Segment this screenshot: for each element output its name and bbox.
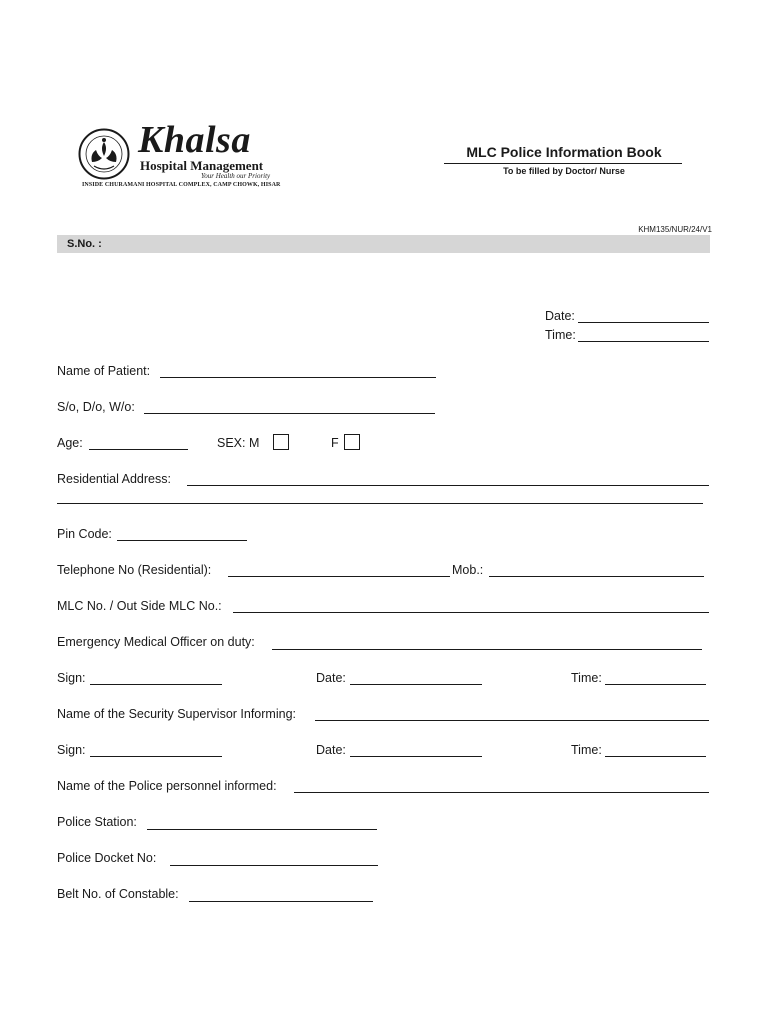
emo-date-label: Date: (316, 671, 346, 685)
security-supervisor-label: Name of the Security Supervisor Informing: (57, 707, 296, 721)
serial-number-label: S.No. : (67, 238, 102, 250)
address-field-line-1[interactable] (187, 485, 709, 486)
brand-name: Khalsa (138, 119, 251, 161)
emo-sign-field[interactable] (90, 684, 222, 685)
emergency-officer-label: Emergency Medical Officer on duty: (57, 635, 255, 649)
supervisor-sign-label: Sign: (57, 743, 86, 757)
supervisor-date-label: Date: (316, 743, 346, 757)
document-subtitle: To be filled by Doctor/ Nurse (503, 166, 625, 176)
brand-subtitle: Hospital Management (140, 158, 264, 173)
title-underline (444, 163, 682, 164)
document-title: MLC Police Information Book (466, 144, 662, 160)
belt-number-label: Belt No. of Constable: (57, 887, 179, 901)
telephone-label: Telephone No (Residential): (57, 563, 212, 577)
time-label: Time: (545, 328, 576, 342)
serial-number-bar (57, 235, 710, 253)
time-field[interactable] (578, 341, 709, 342)
belt-number-field[interactable] (189, 901, 373, 902)
sex-label: SEX: M (217, 436, 260, 450)
address-label: Residential Address: (57, 472, 171, 486)
police-personnel-label: Name of the Police personnel informed: (57, 779, 277, 793)
age-field[interactable] (89, 449, 188, 450)
document-code: KHM135/NUR/24/V1 (638, 225, 712, 234)
supervisor-time-field[interactable] (605, 756, 706, 757)
emo-date-field[interactable] (350, 684, 482, 685)
female-label: F (331, 436, 339, 450)
mlc-number-field[interactable] (233, 612, 709, 613)
supervisor-date-field[interactable] (350, 756, 482, 757)
pin-code-field[interactable] (117, 540, 247, 541)
female-checkbox[interactable] (344, 434, 360, 450)
brand-tagline: Your Health our Priority (201, 172, 271, 180)
mobile-label: Mob.: (452, 563, 484, 577)
police-station-field[interactable] (147, 829, 377, 830)
date-label: Date: (545, 309, 575, 323)
emo-sign-label: Sign: (57, 671, 86, 685)
pin-code-label: Pin Code: (57, 527, 112, 541)
police-station-label: Police Station: (57, 815, 137, 829)
patient-name-field[interactable] (160, 377, 436, 378)
mobile-field[interactable] (489, 576, 704, 577)
relation-label: S/o, D/o, W/o: (57, 400, 135, 414)
police-personnel-field[interactable] (294, 792, 709, 793)
emergency-officer-field[interactable] (272, 649, 702, 650)
security-supervisor-field[interactable] (315, 720, 709, 721)
address-field-line-2[interactable] (57, 503, 703, 504)
brand-address: INSIDE CHURAMANI HOSPITAL COMPLEX, CAMP CHOWK, HISAR (82, 182, 281, 188)
patient-name-label: Name of Patient: (57, 364, 151, 378)
emo-time-label: Time: (571, 671, 602, 685)
police-docket-label: Police Docket No: (57, 851, 157, 865)
mlc-number-label: MLC No. / Out Side MLC No.: (57, 599, 222, 613)
police-docket-field[interactable] (170, 865, 378, 866)
supervisor-sign-field[interactable] (90, 756, 222, 757)
age-label: Age: (57, 436, 83, 450)
telephone-field[interactable] (228, 576, 450, 577)
male-checkbox[interactable] (273, 434, 289, 450)
hospital-emblem-logo (78, 128, 130, 180)
emo-time-field[interactable] (605, 684, 706, 685)
date-field[interactable] (578, 322, 709, 323)
relation-field[interactable] (144, 413, 435, 414)
supervisor-time-label: Time: (571, 743, 602, 757)
